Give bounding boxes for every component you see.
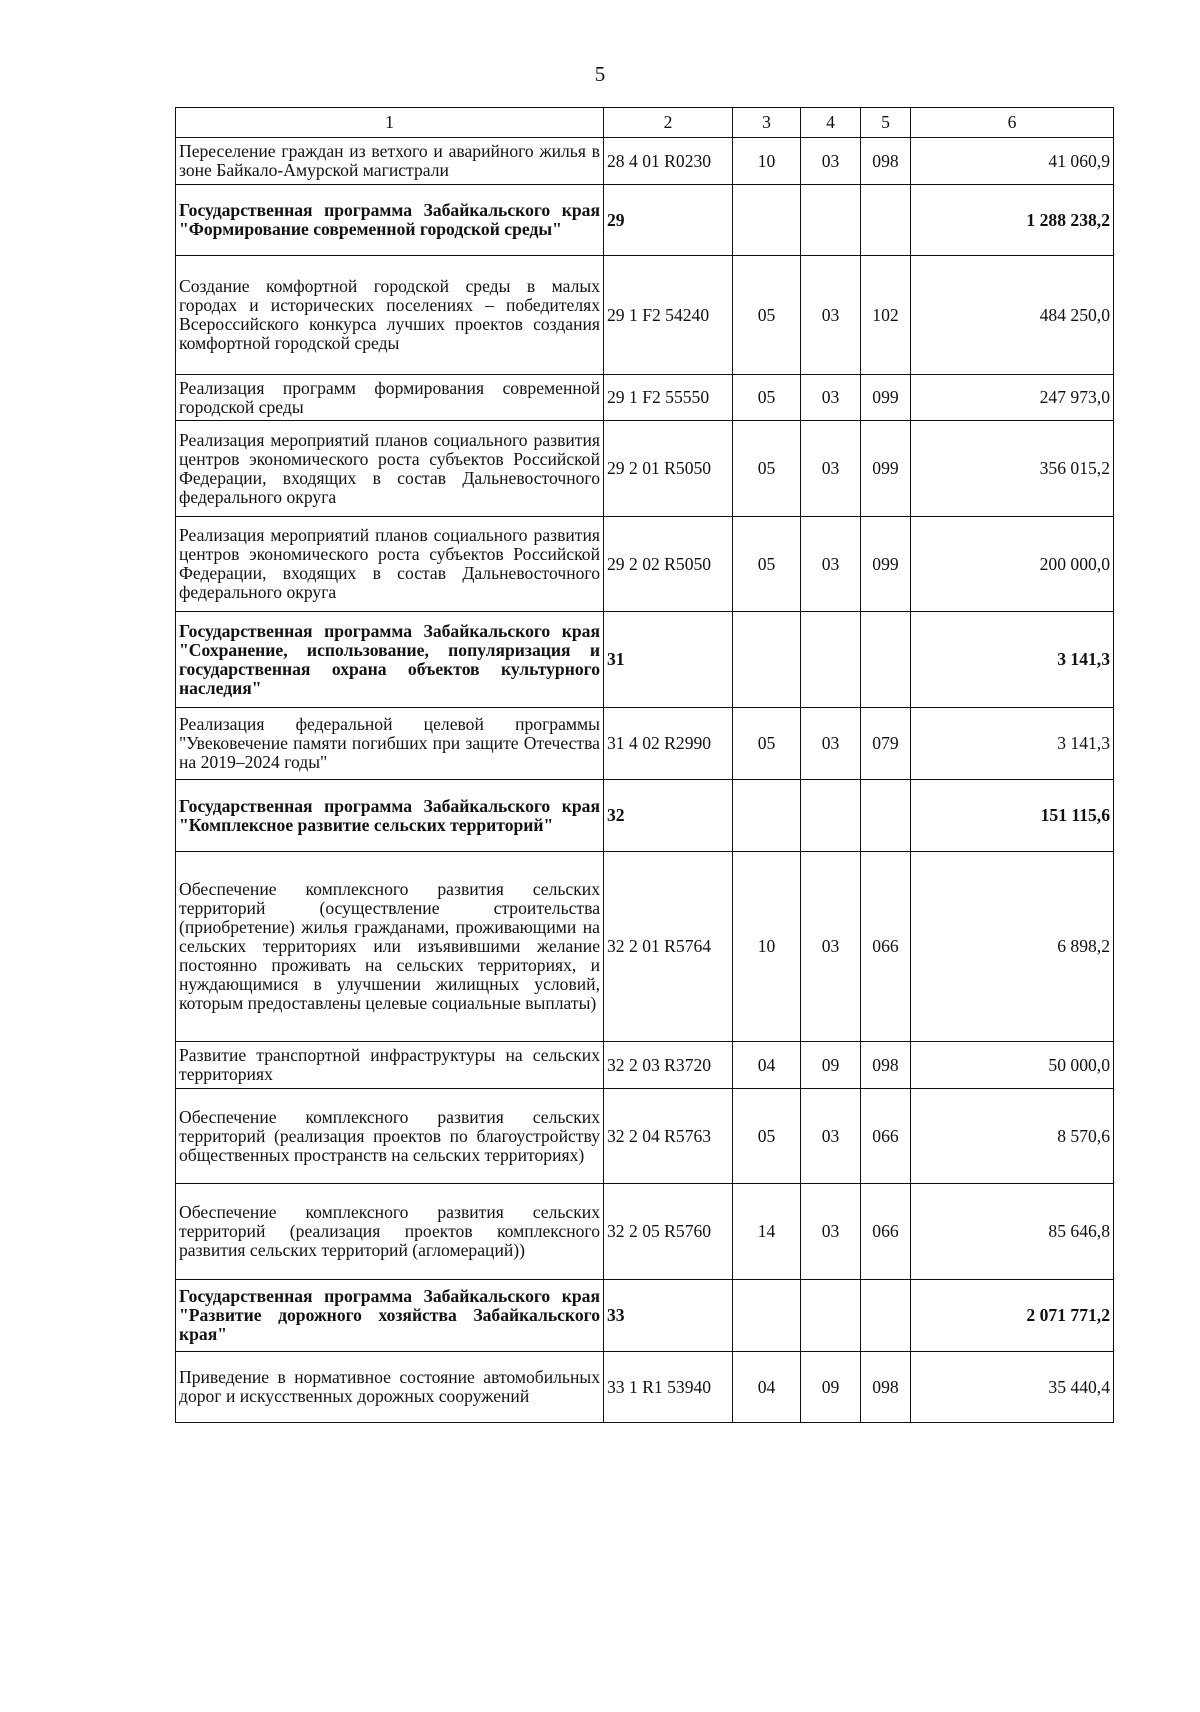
- row-type-cell: [861, 1280, 911, 1352]
- row-subsection-cell: 03: [801, 138, 861, 185]
- row-amount-cell: 6 898,2: [911, 852, 1114, 1042]
- table-row: [176, 421, 1114, 517]
- row-code-cell: 32 2 04 R5763: [604, 1089, 733, 1184]
- row-name-cell: Реализация мероприятий планов социального развития центров экономического роста субъектов Российской Федерации, входящих в состав Дальневосточного федерального округа: [176, 421, 604, 517]
- table-row: [176, 1352, 1114, 1423]
- row-section-cell: [733, 612, 801, 708]
- row-code-cell: 31 4 02 R2990: [604, 708, 733, 780]
- row-amount-cell: 3 141,3: [911, 612, 1114, 708]
- program-row: [176, 1280, 1114, 1352]
- row-type-cell: 099: [861, 517, 911, 612]
- row-name-cell: Приведение в нормативное состояние автомобильных дорог и искусственных дорожных сооружений: [176, 1352, 604, 1423]
- row-code-cell: 28 4 01 R0230: [604, 138, 733, 185]
- row-type-cell: [861, 185, 911, 256]
- row-code-cell: 32 2 03 R3720: [604, 1042, 733, 1089]
- row-code-cell: 29 2 01 R5050: [604, 421, 733, 517]
- column-header: 5: [861, 108, 911, 138]
- row-type-cell: 098: [861, 1042, 911, 1089]
- row-subsection-cell: 09: [801, 1042, 861, 1089]
- row-amount-cell: 1 288 238,2: [911, 185, 1114, 256]
- column-header: 2: [604, 108, 733, 138]
- row-subsection-cell: 03: [801, 708, 861, 780]
- row-name-cell: Обеспечение комплексного развития сельских территорий (осуществление строительства (приобретение) жилья гражданами, проживающими на сельских территориях или изъявившими желание постоянно проживать на сельских территориях, и нуждающимися в улучшении жилищных условий, которым предоставлены целевые социальные выплаты): [176, 852, 604, 1042]
- row-section-cell: [733, 185, 801, 256]
- row-type-cell: [861, 780, 911, 852]
- table-row: [176, 375, 1114, 421]
- row-code-cell: 32 2 01 R5764: [604, 852, 733, 1042]
- row-type-cell: 099: [861, 375, 911, 421]
- row-section-cell: 10: [733, 138, 801, 185]
- row-amount-cell: 35 440,4: [911, 1352, 1114, 1423]
- row-amount-cell: 41 060,9: [911, 138, 1114, 185]
- row-section-cell: 10: [733, 852, 801, 1042]
- row-type-cell: 066: [861, 1089, 911, 1184]
- row-name-cell: Государственная программа Забайкальского края "Комплексное развитие сельских территорий": [176, 780, 604, 852]
- table-row: [176, 708, 1114, 780]
- row-section-cell: 05: [733, 256, 801, 375]
- table-row: [176, 852, 1114, 1042]
- row-subsection-cell: [801, 185, 861, 256]
- row-amount-cell: 151 115,6: [911, 780, 1114, 852]
- row-amount-cell: 85 646,8: [911, 1184, 1114, 1280]
- row-code-cell: 29 1 F2 55550: [604, 375, 733, 421]
- row-amount-cell: 3 141,3: [911, 708, 1114, 780]
- program-row: [176, 185, 1114, 256]
- row-subsection-cell: 03: [801, 375, 861, 421]
- row-amount-cell: 8 570,6: [911, 1089, 1114, 1184]
- table-row: [176, 256, 1114, 375]
- row-code-cell: 31: [604, 612, 733, 708]
- row-subsection-cell: 03: [801, 1089, 861, 1184]
- row-subsection-cell: 03: [801, 852, 861, 1042]
- row-code-cell: 33 1 R1 53940: [604, 1352, 733, 1423]
- row-code-cell: 33: [604, 1280, 733, 1352]
- row-section-cell: 05: [733, 1089, 801, 1184]
- table-row: [176, 517, 1114, 612]
- row-name-cell: Реализация федеральной целевой программы "Увековечение памяти погибших при защите Отечества на 2019–2024 годы": [176, 708, 604, 780]
- row-amount-cell: 484 250,0: [911, 256, 1114, 375]
- row-section-cell: 05: [733, 517, 801, 612]
- column-header: 4: [801, 108, 861, 138]
- row-type-cell: 099: [861, 421, 911, 517]
- row-type-cell: 098: [861, 1352, 911, 1423]
- row-name-cell: Реализация программ формирования современной городской среды: [176, 375, 604, 421]
- row-name-cell: Развитие транспортной инфраструктуры на сельских территориях: [176, 1042, 604, 1089]
- row-section-cell: 05: [733, 421, 801, 517]
- row-name-cell: Государственная программа Забайкальского края "Формирование современной городской среды": [176, 185, 604, 256]
- row-type-cell: 066: [861, 1184, 911, 1280]
- row-section-cell: 04: [733, 1352, 801, 1423]
- program-row: [176, 780, 1114, 852]
- row-code-cell: 29 2 02 R5050: [604, 517, 733, 612]
- row-section-cell: [733, 1280, 801, 1352]
- row-type-cell: 098: [861, 138, 911, 185]
- row-amount-cell: 247 973,0: [911, 375, 1114, 421]
- row-name-cell: Обеспечение комплексного развития сельских территорий (реализация проектов комплексного развития сельских территорий (агломераций)): [176, 1184, 604, 1280]
- row-code-cell: 29 1 F2 54240: [604, 256, 733, 375]
- table-row: [176, 1184, 1114, 1280]
- row-code-cell: 29: [604, 185, 733, 256]
- row-amount-cell: 200 000,0: [911, 517, 1114, 612]
- program-row: [176, 612, 1114, 708]
- column-header: 3: [733, 108, 801, 138]
- row-section-cell: 05: [733, 708, 801, 780]
- row-name-cell: Государственная программа Забайкальского края "Развитие дорожного хозяйства Забайкальского края": [176, 1280, 604, 1352]
- row-subsection-cell: 03: [801, 256, 861, 375]
- row-subsection-cell: [801, 780, 861, 852]
- row-name-cell: Обеспечение комплексного развития сельских территорий (реализация проектов по благоустройству общественных пространств на сельских территориях): [176, 1089, 604, 1184]
- row-subsection-cell: 03: [801, 1184, 861, 1280]
- row-section-cell: 05: [733, 375, 801, 421]
- row-type-cell: 102: [861, 256, 911, 375]
- row-subsection-cell: 03: [801, 421, 861, 517]
- row-code-cell: 32: [604, 780, 733, 852]
- column-header: 1: [176, 108, 604, 138]
- page-number: 5: [594, 62, 606, 86]
- row-type-cell: [861, 612, 911, 708]
- table-row: [176, 1089, 1114, 1184]
- header-row: [176, 108, 1114, 138]
- row-name-cell: Переселение граждан из ветхого и аварийного жилья в зоне Байкало-Амурской магистрали: [176, 138, 604, 185]
- row-subsection-cell: 09: [801, 1352, 861, 1423]
- table-row: [176, 138, 1114, 185]
- column-header: 6: [911, 108, 1114, 138]
- table-row: [176, 1042, 1114, 1089]
- row-name-cell: Создание комфортной городской среды в малых городах и исторических поселениях – победителях Всероссийского конкурса лучших проектов создания комфортной городской среды: [176, 256, 604, 375]
- row-type-cell: 066: [861, 852, 911, 1042]
- row-amount-cell: 50 000,0: [911, 1042, 1114, 1089]
- row-code-cell: 32 2 05 R5760: [604, 1184, 733, 1280]
- row-amount-cell: 2 071 771,2: [911, 1280, 1114, 1352]
- row-name-cell: Государственная программа Забайкальского края "Сохранение, использование, популяризация и государственная охрана объектов культурного наследия": [176, 612, 604, 708]
- row-subsection-cell: 03: [801, 517, 861, 612]
- budget-table: [175, 107, 1114, 1423]
- row-section-cell: [733, 780, 801, 852]
- row-subsection-cell: [801, 1280, 861, 1352]
- row-subsection-cell: [801, 612, 861, 708]
- row-type-cell: 079: [861, 708, 911, 780]
- row-name-cell: Реализация мероприятий планов социального развития центров экономического роста субъектов Российской Федерации, входящих в состав Дальневосточного федерального округа: [176, 517, 604, 612]
- row-amount-cell: 356 015,2: [911, 421, 1114, 517]
- row-section-cell: 14: [733, 1184, 801, 1280]
- row-section-cell: 04: [733, 1042, 801, 1089]
